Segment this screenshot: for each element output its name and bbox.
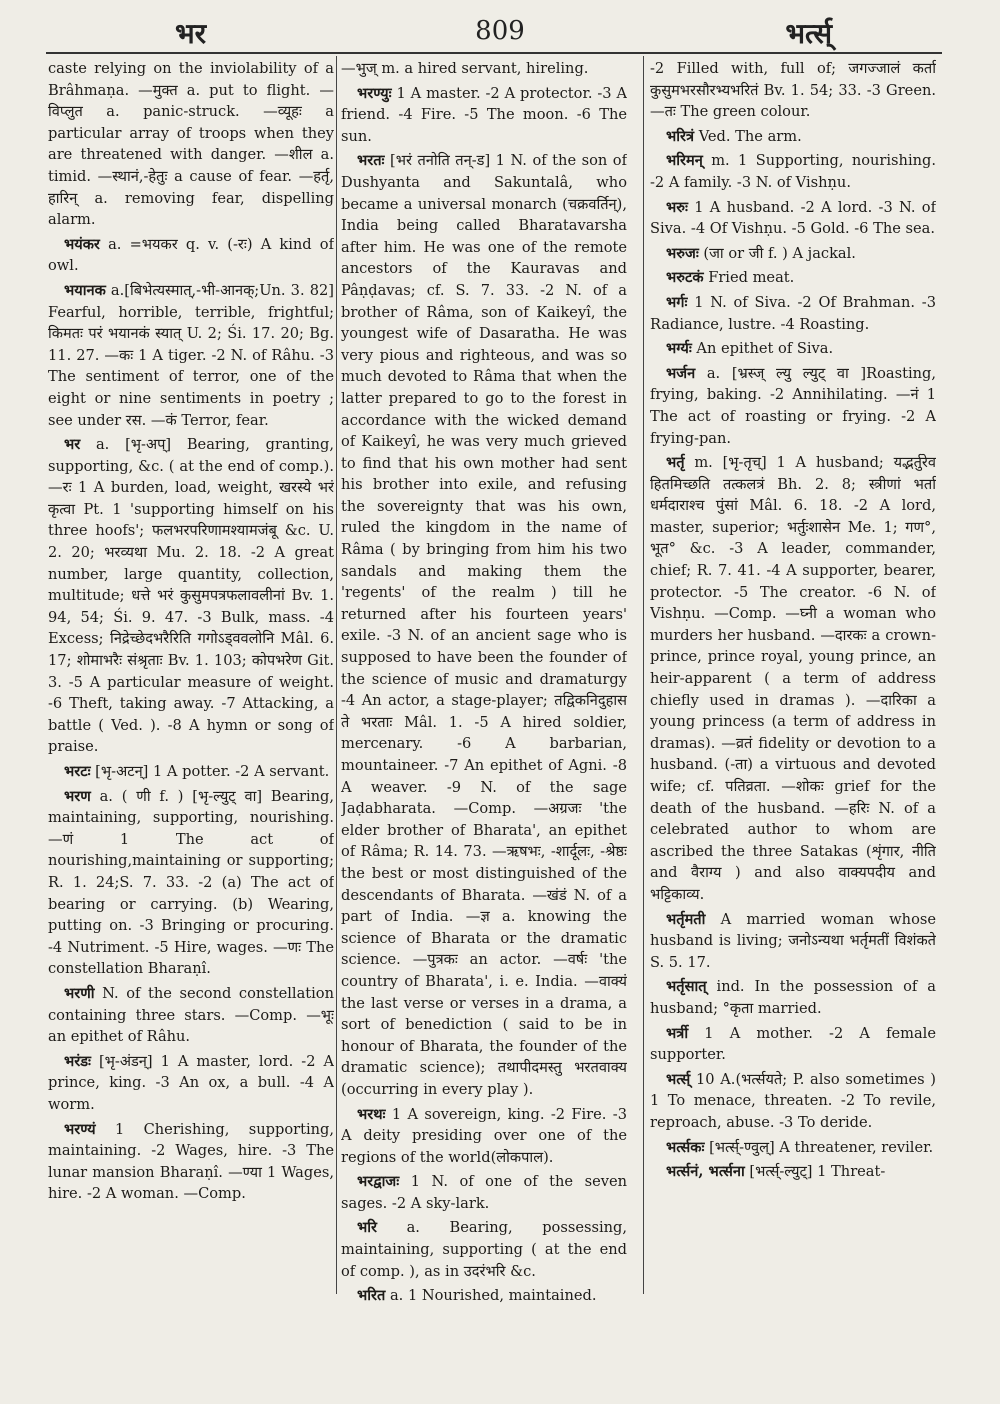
dictionary-entry (650, 1137, 936, 1159)
entry-definition: An epithet of Siva. (691, 340, 834, 358)
dictionary-entry (48, 1051, 334, 1116)
dictionary-entry (650, 243, 936, 265)
entry-headword: भरटः (64, 763, 91, 780)
entry-definition: 1 N. of one of the seven sages. -2 A sky-lark. (341, 1173, 627, 1212)
entry-headword: भरि (357, 1219, 378, 1237)
dictionary-entry (650, 58, 936, 123)
entry-headword: भर्त्री (666, 1024, 689, 1042)
entry-headword: भर्त्स् (666, 1070, 691, 1088)
entry-headword: भरित (357, 1287, 386, 1305)
column-left (48, 58, 334, 1394)
dictionary-entry (650, 292, 936, 335)
entry-definition: -2 Filled with, full of; जगज्जालं कर्ता कुसुमभरसौरभ्यभरितं Bv. 1. 54; 33. -3 Green. —तः The green colour. (650, 60, 936, 121)
entry-definition: A married woman whose husband is living; जनोऽन्यथा भर्तृमतीं विशंकते S. 5. 17. (650, 910, 936, 971)
dictionary-entry (650, 363, 936, 449)
dictionary-entry (650, 197, 936, 240)
entry-definition: N. of the second constellation containing three stars. —Comp. —भूः an epithet of Râhu. (48, 984, 334, 1046)
entry-headword: भरथः (357, 1105, 386, 1123)
page-number: 809 (475, 16, 525, 46)
entry-headword: भयंकर (64, 235, 100, 253)
entry-headword: भरुः (666, 198, 688, 216)
header-right-guide-word: भर्त्स् (785, 17, 832, 50)
entry-definition: [भरं तनोति तन्-ड] 1 N. of the son of Dushyanta and Sakuntalâ, who became a universal monarch (चक्रवर्तिन्), India being called Bharatavarsha after him. He was one of the remote ancestors of the Kauravas and Pâṇḍavas; cf. S. 7. 33. -2 N. of a brother of Râma, son of Kaikeyî, the youngest wife of Dasaratha. He was very pious and righteous, and was so much devoted to Râma that when the latter prepared to go to the forest in accordance with the wicked demand of Kaikeyî, he was very much grieved to find that his own mother had sent his brother into exile, and refusing the sovereignty that was his own, ruled the kingdom in the name of Râma ( by bringing from him his two sandals and making them the 'regents' of the realm ) till he returned after his fourteen years' exile. -3 N. of an ancient sage who is supposed to have been the founder of the science of music and dramaturgy -4 An actor, a stage-player; तद्विकनिदुहास ते भरताः Mâl. 1. -5 A hired soldier, mercenary. -6 A barbarian, mountaineer. -7 An epithet of Agni. -8 A weaver. -9 N. of the sage Jaḍabharata. —Comp. —अग्रजः 'the elder brother of Bharata', an epithet of Râma; R. 14. 73. —ऋषभः, -शार्दूलः, -श्रेष्ठः the best or most distinguished of the descendants of Bharata. —खंडं N. of a part of India. —ज्ञ a. knowing the science of Bharata or the dramatic science. —पुत्रकः an actor. —वर्षः 'the country of Bharata', i. e. India. —वाक्यं the last verse or verses in a drama, a sort of benediction ( said to be in honour of Bharata, the founder of the dramatic science); तथापीदमस्तु भरतवाक्य (occurring in every play ). (341, 152, 627, 1098)
entry-definition: 1 A master. -2 A protector. -3 A friend. -4 Fire. -5 The moon. -6 The sun. (341, 84, 627, 145)
dictionary-entry (650, 909, 936, 974)
entry-headword: भरण्युः (357, 84, 392, 102)
entry-definition: 1 Cherishing, supporting, maintaining. -2 Wages, hire. -3 The lunar mansion Bharaṇî. —ण्या 1 Wages, hire. -2 A woman. —Comp. (48, 1120, 334, 1203)
column-divider (336, 56, 337, 1294)
dictionary-entry (48, 786, 334, 980)
entry-definition: 1 A sovereign, king. -2 Fire. -3 A deity presiding over one of the regions of the world(लोकपाल). (341, 1105, 627, 1166)
entry-definition: caste relying on the inviolability of a Brâhmaṇa. —मुक्त a. put to flight. —विप्लुत a. panic-struck. —व्यूहः a particular array of troops when they are threatened with danger. —शील a. timid. —स्थानं,-हेतुः a cause of fear. —हर्तृ, हारिन् a. removing fear, dispelling alarm. (48, 60, 334, 229)
dictionary-entry (48, 434, 334, 758)
dictionary-entry (341, 1285, 627, 1307)
entry-definition: a. [भृ-अप्] Bearing, granting, supporting, &c. ( at the end of comp.). —रः 1 A burden, load, weight, खरस्ये भरं कृत्वा Pt. 1 'supporting himself on his three hoofs'; फलभरपरिणामश्यामजंबू &c. U. 2. 20; भरव्यथा Mu. 2. 18. -2 A great number, large quantity, collection, multitude; धत्ते भरं कुसुमपत्रफलावलीनां Bv. 1. 94, 54; Śi. 9. 47. -3 Bulk, mass. -4 Excess; निद्रेच्छेदभरैरिति गगोऽड्ववलोनि Mâl. 6. 17; शोमाभरैः संश्रृताः Bv. 1. 103; कोपभरेण Git. 3. -5 A particular measure of weight. -6 Theft, taking away. -7 Attacking, a battle ( Ved. ). -8 A hymn or song of praise. (48, 436, 334, 756)
entry-definition: —भुज् m. a hired servant, hireling. (341, 60, 589, 77)
entry-definition: m. [भृ-तृच्] 1 A husband; यद्भर्तुरेव हितमिच्छति तत्कलत्रं Bh. 2. 8; स्त्रीणां भर्ता धर्मदाराश्च पुंसां Mâl. 6. 18. -2 A lord, master, superior; भर्तुःशासेन Me. 1; गण°, भूत° &c. -3 A leader, commander, chief; R. 7. 41. -4 A supporter, bearer, protector. -5 The creator. -6 N. of Vishṇu. —Comp. —घ्नी a woman who murders her husband. —दारकः a crown-prince, prince royal, young prince, an heir-apparent ( a term of address chiefly used in dramas ). —दारिका a young princess (a term of address in dramas). —व्रतं fidelity or devotion to a husband. (-ता) a virtuous and devoted wife; cf. पतिव्रता. —शोकः grief for the death of the husband. —हरिः N. of a celebrated author to whom are ascribed the three Satakas (शृंगार, नीति and वैराग्य ) and also वाक्यपदीय and भट्टिकाव्य. (650, 454, 936, 903)
header-left-guide-word: भर (175, 17, 207, 50)
column-divider (643, 56, 644, 1294)
dictionary-entry (341, 1104, 627, 1169)
dictionary-entry (48, 1119, 334, 1205)
entry-headword: भर्जन (666, 364, 696, 382)
entry-definition: a. 1 Nourished, maintained. (385, 1287, 597, 1305)
entry-definition: 1 A husband. -2 A lord. -3 N. of Siva. -4 Of Vishṇu. -5 Gold. -6 The sea. (650, 198, 936, 238)
entry-definition: 10 A.(भर्त्सयते; P. also sometimes ) 1 To menace, threaten. -2 To revile, reproach, abuse. -3 To deride. (650, 1070, 936, 1131)
dictionary-entry (341, 58, 627, 80)
entry-headword: भर्ग्यः (666, 340, 692, 358)
dictionary-entry (341, 83, 627, 148)
dictionary-entry (650, 452, 936, 905)
dictionary-entry (48, 280, 334, 431)
entry-definition: a. [भ्रस्ज् ल्यु ल्युट् वा ]Roasting, frying, baking. -2 Annihilating. —नं 1 The act of roasting or frying. -2 A frying-pan. (650, 364, 936, 447)
dictionary-entry (650, 1069, 936, 1134)
entry-headword: भरंडः (64, 1052, 91, 1070)
header-rule (46, 52, 942, 54)
entry-definition: a. ( णी f. ) [भृ-ल्युट् वा] Bearing, maintaining, supporting, nourishing. —णं 1 The act of nourishing,maintaining or supporting; R. 1. 24;S. 7. 33. -2 (a) The act of bearing or carrying. (b) Wearing, putting on. -3 Bringing or procuring. -4 Nutriment. -5 Hire, wages. —णः The constellation Bharaṇî. (48, 787, 334, 978)
entry-definition: Fried meat. (703, 269, 795, 287)
entry-definition: ind. In the possession of a husband; °कृता married. (650, 978, 936, 1017)
entry-headword: भरणी (64, 984, 95, 1002)
entry-headword: भर्तृमती (666, 910, 706, 928)
entry-definition: [भृ-अटन्] 1 A potter. -2 A servant. (90, 763, 330, 780)
entry-definition: (जा or जी f. ) A jackal. (698, 244, 856, 262)
entry-headword: भर्त्सकः (666, 1138, 705, 1156)
dictionary-entry (650, 1023, 936, 1066)
dictionary-entry (48, 983, 334, 1048)
entry-definition: 1 N. of Siva. -2 Of Brahman. -3 Radiance, lustre. -4 Roasting. (650, 293, 936, 333)
entry-definition: a. =भयकर q. v. (-रः) A kind of owl. (48, 235, 334, 275)
entry-definition: a.[बिभेत्यस्मात्,-भी-आनक्;Un. 3. 82] Fearful, horrible, terrible, frightful; किमतः परं भयानकं स्यात् U. 2; Śi. 17. 20; Bg. 11. 27. —कः 1 A tiger. -2 N. of Râhu. -3 The sentiment of terror, one of the eight or nine sentiments in poetry ; see under रस. —कं Terror, fear. (48, 281, 334, 429)
entry-definition: [भृ-अंडन्] 1 A master, lord. -2 A prince, king. -3 An ox, a bull. -4 A worm. (48, 1052, 334, 1113)
dictionary-entry (650, 126, 936, 148)
entry-headword: भरुजः (666, 244, 699, 262)
column-right (650, 58, 936, 1394)
entry-headword: भरुटकं (666, 269, 704, 287)
dictionary-entry (650, 338, 936, 360)
entry-headword: भरण्यं (64, 1120, 96, 1138)
entry-headword: भरतः (357, 152, 385, 170)
dictionary-entry (48, 761, 334, 783)
entry-definition: [भर्त्स्-ल्युट्] 1 Threat- (744, 1163, 886, 1181)
entry-headword: भयानक (64, 281, 106, 299)
dictionary-entry (650, 150, 936, 193)
entry-headword: भरद्वाजः (357, 1173, 400, 1191)
entry-headword: भरिमन् (666, 152, 703, 170)
entry-headword: भरण (64, 787, 91, 805)
dictionary-entry (650, 1161, 936, 1183)
entry-definition: m. 1 Supporting, nourishing. -2 A family. -3 N. of Vishṇu. (650, 152, 936, 191)
entry-headword: भर (64, 436, 81, 454)
entry-headword: भर्तृ (666, 454, 685, 472)
entry-headword: भर्तृसात् (666, 978, 707, 996)
entry-headword: भर्गः (666, 293, 688, 311)
entry-definition: a. Bearing, possessing, maintaining, supporting ( at the end of comp. ), as in उदरंभरि &c. (341, 1219, 627, 1280)
dictionary-entry (48, 234, 334, 277)
dictionary-entry (341, 1217, 627, 1282)
dictionary-entry (341, 1171, 627, 1214)
entry-headword: भर्त्सनं, भर्त्सना (666, 1163, 745, 1181)
column-middle (341, 58, 627, 1394)
dictionary-entry (48, 58, 334, 231)
dictionary-entry (650, 976, 936, 1019)
dictionary-entry (341, 150, 627, 1100)
entry-headword: भरित्रं (666, 127, 695, 145)
entry-definition: Ved. The arm. (694, 127, 802, 145)
entry-definition: 1 A mother. -2 A female supporter. (650, 1024, 936, 1064)
entry-definition: [भर्त्स्-ण्वुल्] A threatener, reviler. (704, 1138, 934, 1156)
dictionary-entry (650, 267, 936, 289)
